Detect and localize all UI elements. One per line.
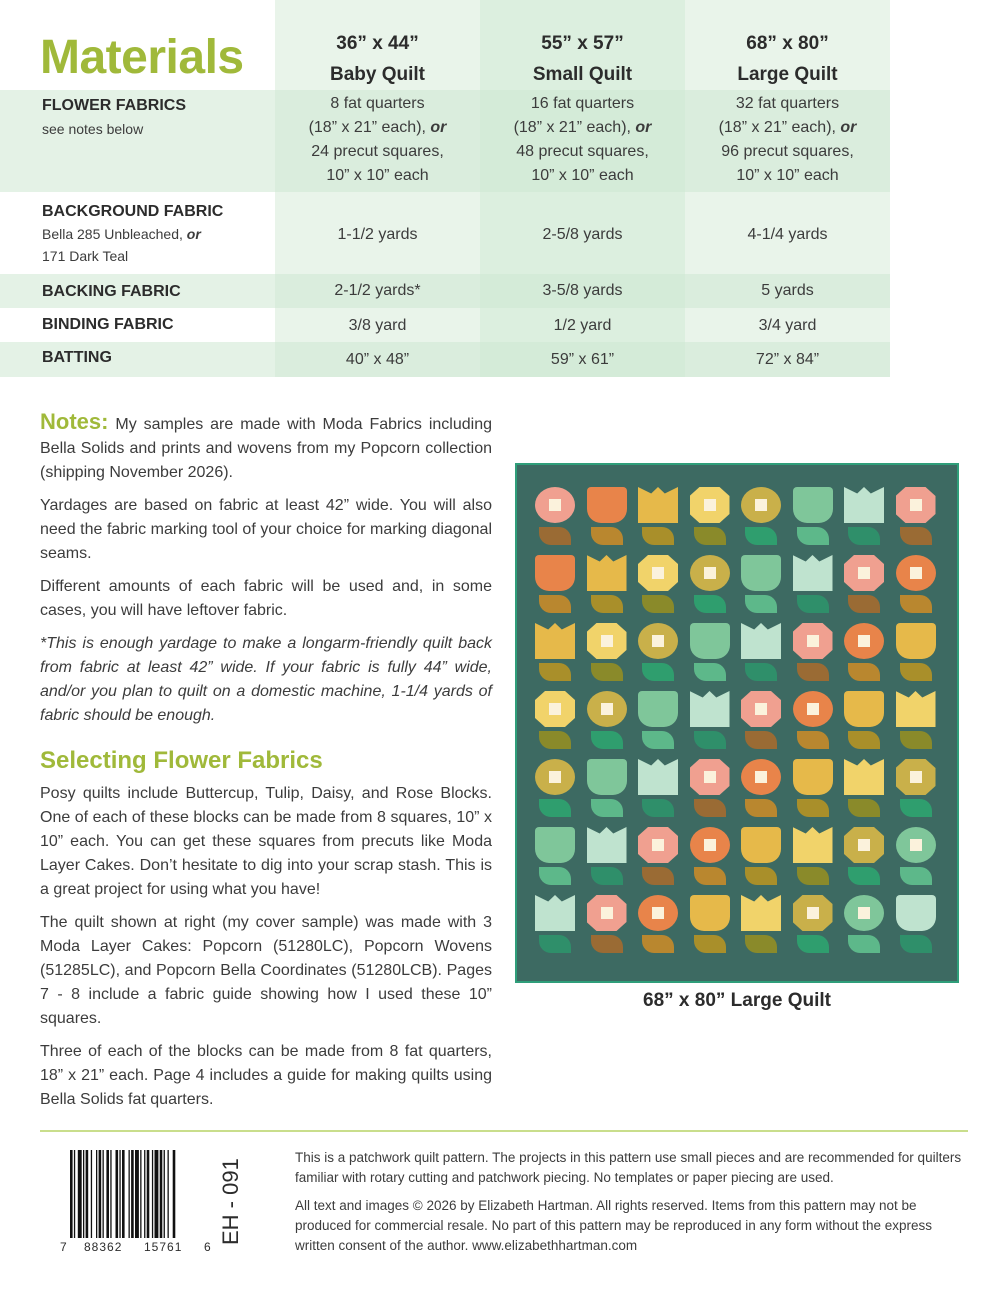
column-header-large bbox=[685, 28, 890, 90]
barcode-bar bbox=[103, 1150, 104, 1238]
flower-stem bbox=[797, 731, 829, 749]
barcode-bar bbox=[160, 1150, 163, 1238]
flower-block bbox=[638, 759, 678, 795]
flower-block bbox=[793, 759, 833, 795]
notes-heading: Notes: bbox=[40, 409, 109, 434]
flower-block bbox=[896, 827, 936, 863]
flower-block bbox=[793, 827, 833, 863]
barcode-bar bbox=[96, 1150, 97, 1238]
flower-block bbox=[638, 827, 678, 863]
flower-stem bbox=[642, 595, 674, 613]
flower-center bbox=[807, 703, 819, 715]
flower-block bbox=[741, 691, 781, 727]
flower-stem bbox=[591, 935, 623, 953]
barcode-bar bbox=[91, 1150, 92, 1238]
flower-block bbox=[535, 759, 575, 795]
barcode-digits-2: 15761 bbox=[144, 1240, 183, 1254]
column-header-baby bbox=[275, 28, 480, 90]
flower-stem bbox=[539, 527, 571, 545]
flower-block bbox=[638, 555, 678, 591]
barcode-bar bbox=[131, 1150, 134, 1238]
barcode-bar bbox=[78, 1150, 82, 1238]
column-size: 55” x 57” bbox=[541, 33, 624, 54]
materials-table bbox=[0, 0, 890, 377]
flower-stem bbox=[694, 799, 726, 817]
flower-stem bbox=[539, 731, 571, 749]
flower-stem bbox=[745, 595, 777, 613]
flower-block bbox=[844, 555, 884, 591]
barcode-bar bbox=[168, 1150, 169, 1238]
notes-footnote: *This is enough yardage to make a longarm-friendly quilt back from fabric at least 42” wide. If your fabric is fully 44” wide, and/or you plan to quilt on a domestic machine, 1-1/4 yards of fabric should be enough. bbox=[40, 635, 492, 724]
column-size: 36” x 44” bbox=[336, 33, 419, 54]
flower-block bbox=[638, 895, 678, 931]
barcode-bar bbox=[135, 1150, 139, 1238]
column-size: 68” x 80” bbox=[746, 33, 829, 54]
flower-block bbox=[587, 827, 627, 863]
row-label-background-fabric: BACKGROUND FABRIC bbox=[42, 203, 224, 220]
flower-stem bbox=[745, 527, 777, 545]
cell-background-small: 2-5/8 yards bbox=[542, 226, 623, 243]
barcode-bar bbox=[86, 1150, 89, 1238]
barcode-bar bbox=[173, 1150, 176, 1238]
quilt-illustration bbox=[515, 463, 959, 983]
flower-block bbox=[690, 555, 730, 591]
notes-paragraph-2: Yardages are based on fabric at least 42” wide. You will also need the fabric marking tool of your choice for marking diagonal seams. bbox=[40, 497, 492, 562]
flower-stem bbox=[694, 595, 726, 613]
flower-block bbox=[587, 759, 627, 795]
flower-center bbox=[910, 839, 922, 851]
barcode-bar bbox=[106, 1150, 109, 1238]
flower-stem bbox=[900, 935, 932, 953]
flower-stem bbox=[591, 731, 623, 749]
flower-block bbox=[844, 691, 884, 727]
flower-block bbox=[793, 895, 833, 931]
flower-block bbox=[741, 623, 781, 659]
barcode-bar bbox=[129, 1150, 130, 1238]
flower-block bbox=[587, 487, 627, 523]
notes-paragraph-1: Notes: My samples are made with Moda Fabrics including Bella Solids and prints and wovens from my Popcorn collection (shipping November 2026). bbox=[40, 409, 492, 481]
flower-stem bbox=[539, 799, 571, 817]
flower-stem bbox=[900, 867, 932, 885]
flower-stem bbox=[642, 527, 674, 545]
flower-block bbox=[793, 555, 833, 591]
flower-block bbox=[690, 759, 730, 795]
cell-background-large: 4-1/4 yards bbox=[747, 226, 828, 243]
flower-stem bbox=[694, 935, 726, 953]
flower-stem bbox=[539, 595, 571, 613]
flower-center bbox=[755, 771, 767, 783]
flower-center bbox=[858, 635, 870, 647]
flower-center bbox=[549, 499, 561, 511]
footer-copyright: All text and images © 2026 by Elizabeth Hartman. All rights reserved. Items from this pattern may not be produced for commercial resale. No part of this pattern may be reproduced in any form without the express written consent of the author. www.elizabethhartman.com bbox=[295, 1198, 933, 1253]
cell-binding-large: 3/4 yard bbox=[758, 317, 817, 334]
flower-stem bbox=[694, 867, 726, 885]
flower-stem bbox=[591, 799, 623, 817]
flower-stem bbox=[848, 663, 880, 681]
cell-batting-large: 72” x 84” bbox=[755, 351, 820, 368]
flower-block bbox=[690, 827, 730, 863]
barcode-bar bbox=[155, 1150, 159, 1238]
cell-batting-small: 59” x 61” bbox=[550, 351, 615, 368]
flower-stem bbox=[900, 731, 932, 749]
flower-block bbox=[638, 623, 678, 659]
cell-backing-large: 5 yards bbox=[761, 282, 814, 299]
flower-stem bbox=[745, 663, 777, 681]
flower-block bbox=[896, 895, 936, 931]
barcode-bar bbox=[83, 1150, 84, 1238]
selecting-paragraph-1: Posy quilts include Buttercup, Tulip, Daisy, and Rose Blocks. One of each of these blocks can be made from 8 squares, 10” x 10” each. You can get these squares from precuts like Moda Layer Cakes. Don’t hesitate to dig into your scrap stash. This is a great project for using what you have! bbox=[40, 785, 492, 898]
flower-stem bbox=[694, 527, 726, 545]
flower-block bbox=[638, 487, 678, 523]
barcode-bar bbox=[147, 1150, 150, 1238]
flower-stem bbox=[591, 663, 623, 681]
cell-background-baby: 1-1/2 yards bbox=[337, 226, 418, 243]
cell-flower-small: 16 fat quarters (18” x 21” each), or 48 precut squares, 10” x 10” each bbox=[513, 95, 652, 184]
flower-block bbox=[690, 487, 730, 523]
flower-center bbox=[601, 635, 613, 647]
barcode-bar bbox=[152, 1150, 153, 1238]
flower-block bbox=[741, 487, 781, 523]
barcode-bar bbox=[116, 1150, 119, 1238]
flower-center bbox=[910, 567, 922, 579]
flower-stem bbox=[642, 731, 674, 749]
flower-block bbox=[844, 895, 884, 931]
barcode-digits-1: 88362 bbox=[84, 1240, 123, 1254]
flower-stem bbox=[694, 731, 726, 749]
cell-flower-large: 32 fat quarters (18” x 21” each), or 96 precut squares, 10” x 10” each bbox=[718, 95, 857, 184]
flower-center bbox=[910, 771, 922, 783]
flower-stem bbox=[797, 663, 829, 681]
flower-center bbox=[755, 703, 767, 715]
footer-divider bbox=[40, 1130, 968, 1132]
cell-binding-small: 1/2 yard bbox=[553, 317, 612, 334]
column-name: Small Quilt bbox=[532, 64, 633, 85]
flower-block bbox=[587, 691, 627, 727]
column-header-small bbox=[480, 28, 685, 90]
flower-stem bbox=[900, 799, 932, 817]
quilt-caption: 68” x 80” Large Quilt bbox=[643, 990, 831, 1011]
flower-block bbox=[690, 691, 730, 727]
flower-stem bbox=[591, 595, 623, 613]
flower-stem bbox=[848, 867, 880, 885]
flower-block bbox=[896, 555, 936, 591]
flower-block bbox=[535, 623, 575, 659]
flower-block bbox=[844, 827, 884, 863]
flower-stem bbox=[591, 527, 623, 545]
flower-stem bbox=[797, 527, 829, 545]
flower-center bbox=[807, 907, 819, 919]
flower-stem bbox=[848, 935, 880, 953]
flower-stem bbox=[745, 731, 777, 749]
flower-block bbox=[535, 827, 575, 863]
flower-block bbox=[587, 623, 627, 659]
barcode-bar bbox=[164, 1150, 165, 1238]
barcode-image bbox=[70, 1150, 210, 1238]
footer-pattern-info: This is a patchwork quilt pattern. The projects in this pattern use small pieces and are recommended for quilters familiar with rotary cutting and patchwork piecing. No templates or paper piecing are used. bbox=[295, 1150, 962, 1185]
flower-center bbox=[652, 567, 664, 579]
barcode-bar bbox=[119, 1150, 120, 1238]
flower-block bbox=[587, 895, 627, 931]
flower-block bbox=[844, 759, 884, 795]
flower-block bbox=[690, 623, 730, 659]
flower-stem bbox=[900, 595, 932, 613]
barcode-bar bbox=[122, 1150, 125, 1238]
flower-block bbox=[741, 759, 781, 795]
flower-center bbox=[755, 499, 767, 511]
selecting-heading: Selecting Flower Fabrics bbox=[40, 747, 323, 774]
flower-stem bbox=[797, 799, 829, 817]
flower-stem bbox=[642, 867, 674, 885]
flower-stem bbox=[642, 799, 674, 817]
flower-center bbox=[601, 907, 613, 919]
barcode-bar bbox=[74, 1150, 75, 1238]
row-label-batting: BATTING bbox=[42, 349, 112, 366]
flower-stem bbox=[848, 527, 880, 545]
flower-block bbox=[535, 487, 575, 523]
cell-backing-small: 3-5/8 yards bbox=[542, 282, 623, 299]
flower-block bbox=[741, 555, 781, 591]
cell-binding-baby: 3/8 yard bbox=[348, 317, 407, 334]
flower-stem bbox=[797, 595, 829, 613]
flower-block bbox=[638, 691, 678, 727]
notes-section bbox=[40, 410, 492, 1121]
flower-stem bbox=[539, 663, 571, 681]
barcode-digit-left: 7 bbox=[60, 1240, 67, 1254]
flower-block bbox=[896, 623, 936, 659]
notes-paragraph-3: Different amounts of each fabric will be used and, in some cases, you will have leftover fabric. bbox=[40, 578, 492, 619]
flower-block bbox=[535, 895, 575, 931]
flower-stem bbox=[745, 867, 777, 885]
flower-stem bbox=[539, 867, 571, 885]
flower-stem bbox=[642, 935, 674, 953]
flower-center bbox=[549, 703, 561, 715]
barcode-bar bbox=[110, 1150, 111, 1238]
row-sub-flower-fabrics: see notes below bbox=[42, 121, 144, 137]
flower-stem bbox=[848, 731, 880, 749]
row-sub-background-fabric: Bella 285 Unbleached, or 171 Dark Teal bbox=[42, 226, 201, 264]
flower-block bbox=[793, 487, 833, 523]
flower-center bbox=[704, 499, 716, 511]
barcode-bar bbox=[140, 1150, 141, 1238]
barcode-digit-right: 6 bbox=[204, 1240, 211, 1254]
flower-stem bbox=[900, 663, 932, 681]
flower-stem bbox=[539, 935, 571, 953]
flower-center bbox=[704, 771, 716, 783]
cell-flower-baby: 8 fat quarters (18” x 21” each), or 24 precut squares, 10” x 10” each bbox=[308, 95, 447, 184]
row-label-backing-fabric: BACKING FABRIC bbox=[42, 283, 181, 300]
flower-block bbox=[793, 691, 833, 727]
flower-center bbox=[549, 771, 561, 783]
flower-block bbox=[896, 487, 936, 523]
flower-center bbox=[704, 567, 716, 579]
flower-block bbox=[844, 623, 884, 659]
flower-block bbox=[896, 759, 936, 795]
flower-stem bbox=[848, 595, 880, 613]
selecting-paragraph-3: Three of each of the blocks can be made from 8 fat quarters, 18” x 21” each. Page 4 includes a guide for making quilts using Bella Solids fat quarters. bbox=[40, 1043, 492, 1108]
flower-block bbox=[690, 895, 730, 931]
flower-stem bbox=[694, 663, 726, 681]
row-label-binding-fabric: BINDING FABRIC bbox=[42, 316, 174, 333]
flower-stem bbox=[745, 799, 777, 817]
flower-center bbox=[858, 907, 870, 919]
flower-block bbox=[741, 895, 781, 931]
selecting-paragraph-2: The quilt shown at right (my cover sample) was made with 3 Moda Layer Cakes: Popcorn (51280LC), Popcorn Wovens (51285LC), and Popcorn Bella Coordinates (51280LCB). Pages 7 - 8 include a fabric guide showing how I used these 10” squares. bbox=[40, 914, 492, 1027]
flower-center bbox=[910, 499, 922, 511]
flower-stem bbox=[848, 799, 880, 817]
flower-center bbox=[601, 703, 613, 715]
flower-center bbox=[704, 839, 716, 851]
flower-center bbox=[858, 567, 870, 579]
row-label-flower-fabrics: FLOWER FABRICS bbox=[42, 97, 186, 114]
flower-stem bbox=[642, 663, 674, 681]
flower-center bbox=[858, 839, 870, 851]
flower-block bbox=[587, 555, 627, 591]
product-sku: EH - 091 bbox=[218, 1158, 243, 1245]
materials-title: Materials bbox=[40, 31, 244, 84]
flower-stem bbox=[797, 867, 829, 885]
barcode-bar bbox=[144, 1150, 145, 1238]
cell-batting-baby: 40” x 48” bbox=[345, 351, 410, 368]
flower-center bbox=[652, 907, 664, 919]
flower-stem bbox=[900, 527, 932, 545]
flower-center bbox=[807, 635, 819, 647]
cell-backing-baby: 2-1/2 yards* bbox=[334, 282, 421, 299]
flower-stem bbox=[797, 935, 829, 953]
barcode-bar bbox=[70, 1150, 73, 1238]
column-name: Baby Quilt bbox=[329, 64, 425, 85]
flower-center bbox=[652, 839, 664, 851]
column-name: Large Quilt bbox=[737, 64, 838, 85]
flower-stem bbox=[745, 935, 777, 953]
flower-block bbox=[896, 691, 936, 727]
flower-block bbox=[535, 555, 575, 591]
flower-stem bbox=[591, 867, 623, 885]
flower-center bbox=[652, 635, 664, 647]
flower-block bbox=[793, 623, 833, 659]
flower-block bbox=[741, 827, 781, 863]
flower-block bbox=[844, 487, 884, 523]
barcode-bar bbox=[99, 1150, 102, 1238]
flower-block bbox=[535, 691, 575, 727]
